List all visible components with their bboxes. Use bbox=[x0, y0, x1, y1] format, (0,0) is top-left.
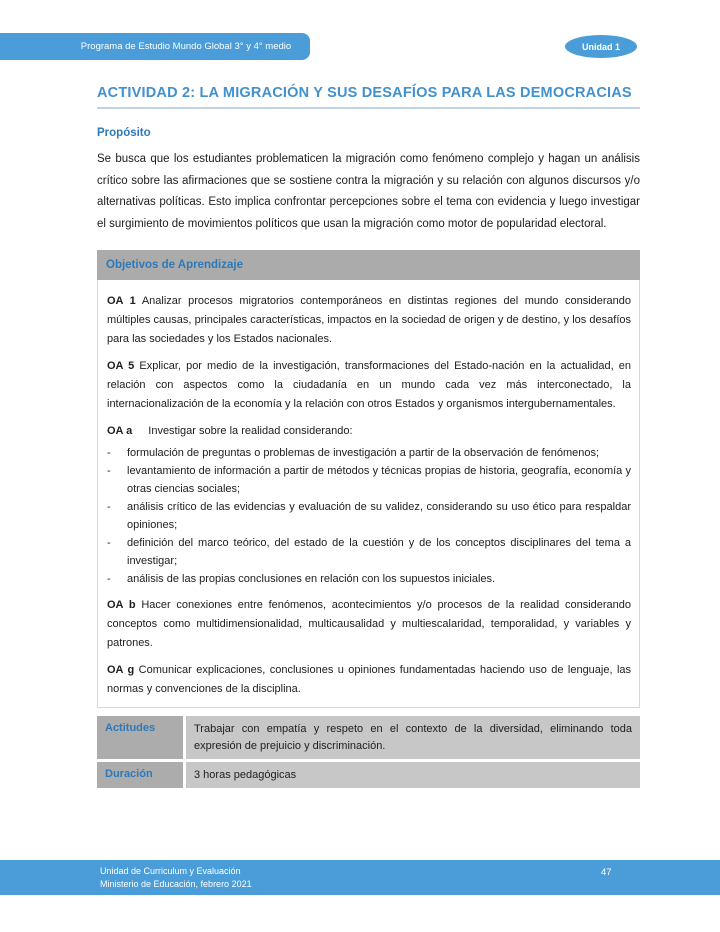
oa-item-oaa-label: OA a bbox=[107, 424, 133, 437]
duracion-value-cell: 3 horas pedagógicas bbox=[186, 762, 640, 788]
oa-item-oa1 bbox=[107, 292, 631, 349]
bullet-text: levantamiento de información a partir de métodos y técnicas propias de historia, geografía, economía y otras ciencias sociales; bbox=[127, 464, 631, 495]
oa-item-oag-text: Comunicar explicaciones, conclusiones u opiniones fundamentadas haciendo uso de lenguaje, las normas y convenciones de la disciplina. bbox=[107, 663, 632, 695]
proposito-body: Se busca que los estudiantes problematicen la migración como fenómeno complejo y hagan un análisis crítico sobre las afirmaciones que se sostiene contra la migración y su relación con algunos discursos y/o alternativas políticas. Esto implica confrontar percepciones sobre el tema con evidencia y luego investigar el surgimiento de movimientos políticos que usan la migración como motor de popularidad electoral. bbox=[97, 153, 640, 231]
program-badge bbox=[0, 33, 310, 60]
bullet-text: definición del marco teórico, del estado de la cuestión y de los conceptos disciplinares del tema a investigar; bbox=[127, 536, 631, 567]
oa-item-oab-text: Hacer conexiones entre fenómenos, acontecimientos y/o procesos de la realidad considerando conceptos como multidimensionalidad, multicausalidad y multiescalaridad, temporalidad, y variables y patrones. bbox=[107, 598, 632, 649]
oa-item-oag-label: OA g bbox=[107, 663, 135, 676]
oa-bullet-list bbox=[107, 444, 631, 588]
bullet-text: análisis de las propias conclusiones en relación con los supuestos iniciales. bbox=[127, 572, 496, 585]
oa-section-body bbox=[97, 280, 640, 708]
bullet-item bbox=[107, 462, 631, 498]
bullet-dash: - bbox=[107, 446, 111, 459]
table-row-duracion bbox=[97, 762, 640, 788]
bullet-dash: - bbox=[107, 536, 111, 549]
oa-item-oab bbox=[107, 596, 631, 653]
unit-badge-label: Unidad 1 bbox=[581, 41, 620, 52]
oa-item-oa1-label: OA 1 bbox=[107, 294, 136, 307]
actitudes-label-cell: Actitudes bbox=[97, 716, 183, 759]
footer-org-line2: Ministerio de Educación, febrero 2021 bbox=[100, 879, 252, 889]
info-table bbox=[97, 716, 640, 788]
oa-item-oa1-text: Analizar procesos migratorios contemporáneos en distintas regiones del mundo considerando múltiples causas, principales características, impactos en la sociedad de origen y de destino, y los desafíos para las sociedades y los Estados nacionales. bbox=[107, 294, 632, 345]
bullet-item bbox=[107, 534, 631, 570]
bullet-dash: - bbox=[107, 464, 111, 477]
bullet-item bbox=[107, 570, 631, 588]
bullet-item bbox=[107, 498, 631, 534]
footer-bar bbox=[0, 860, 720, 895]
proposito-heading: Propósito bbox=[97, 127, 151, 139]
oa-item-oaa bbox=[107, 422, 631, 441]
program-badge-label: Programa de Estudio Mundo Global 3° y 4° medio bbox=[80, 41, 292, 52]
table-row-actitudes bbox=[97, 716, 640, 759]
bullet-text: formulación de preguntas o problemas de investigación a partir de la observación de fenómenos; bbox=[127, 446, 600, 459]
bullet-dash: - bbox=[107, 500, 111, 513]
footer-org-block bbox=[100, 865, 252, 891]
bullet-dash: - bbox=[107, 572, 111, 585]
duracion-label-cell: Duración bbox=[97, 762, 183, 788]
bullet-text: análisis crítico de las evidencias y evaluación de su validez, considerando su uso ético para respaldar opiniones; bbox=[127, 500, 631, 531]
oa-item-oag bbox=[107, 661, 631, 699]
footer-org-line1: Unidad de Curriculum y Evaluación bbox=[100, 866, 241, 876]
oa-item-oaa-text: Investigar sobre la realidad considerando: bbox=[148, 424, 353, 437]
actitudes-value-cell: Trabajar con empatía y respeto en el contexto de la diversidad, eliminando toda expresión de prejuicio y discriminación. bbox=[186, 716, 640, 759]
oa-section-header: Objetivos de Aprendizaje bbox=[97, 250, 640, 280]
content-column bbox=[97, 84, 640, 791]
oa-item-oa5 bbox=[107, 357, 631, 414]
activity-title: ACTIVIDAD 2: LA MIGRACIÓN Y SUS DESAFÍOS PARA LAS DEMOCRACIAS bbox=[97, 85, 632, 101]
footer-page-number: 47 bbox=[601, 867, 612, 878]
oa-item-oab-label: OA b bbox=[107, 598, 136, 611]
bullet-item bbox=[107, 444, 631, 462]
oa-item-oa5-text: Explicar, por medio de la investigación, transformaciones del Estado-nación en la actualidad, en relación con aspectos como la ciudadanía en un mundo cada vez más interconectado, la internacionalización de la economía y la relación con otros Estados y organismos intergubernamentales. bbox=[107, 359, 631, 410]
title-divider bbox=[97, 107, 640, 109]
oa-item-oa5-label: OA 5 bbox=[107, 359, 135, 372]
unit-badge bbox=[565, 35, 637, 58]
